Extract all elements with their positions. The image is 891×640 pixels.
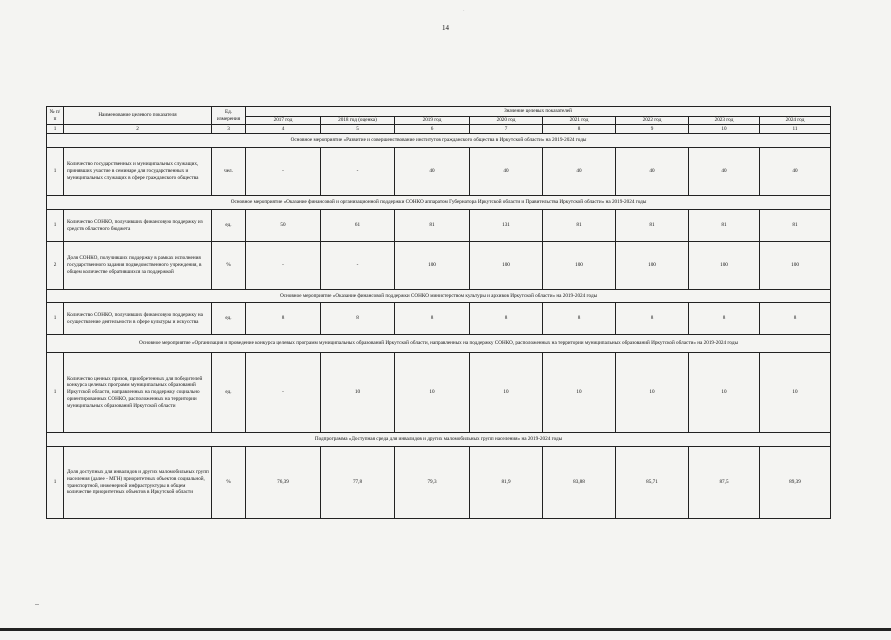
value-cell: 8 xyxy=(246,303,321,335)
value-cell: 10 xyxy=(321,353,395,433)
scan-mark: · xyxy=(463,9,465,14)
header-number: № п/п xyxy=(47,107,64,125)
column-index: 7 xyxy=(470,125,543,134)
column-index: 8 xyxy=(543,125,616,134)
unit-cell: чел. xyxy=(212,148,246,196)
column-index: 1 xyxy=(47,125,64,134)
column-index-row xyxy=(47,125,831,134)
row-number: 1 xyxy=(47,303,64,335)
scan-bottom-edge xyxy=(0,628,891,631)
value-cell: - xyxy=(246,353,321,433)
column-index: 5 xyxy=(321,125,395,134)
value-cell: - xyxy=(321,148,395,196)
row-number: 1 xyxy=(47,353,64,433)
page-number: 14 xyxy=(442,24,449,32)
value-cell: 8 xyxy=(689,303,760,335)
value-cell: - xyxy=(246,148,321,196)
value-cell: 100 xyxy=(689,242,760,290)
value-cell: 40 xyxy=(395,148,470,196)
value-cell: 131 xyxy=(470,210,543,242)
value-cell: 8 xyxy=(395,303,470,335)
unit-cell: ед. xyxy=(212,353,246,433)
value-cell: 100 xyxy=(760,242,831,290)
indicator-name: Количество СОНКО, получивших финансовую поддержку из средств областного бюджета xyxy=(64,210,212,242)
value-cell: 83,88 xyxy=(543,447,616,519)
unit-cell: ед. xyxy=(212,210,246,242)
table-row xyxy=(47,447,831,519)
row-number: 1 xyxy=(47,148,64,196)
header-values-title: Значение целевых показателей xyxy=(246,107,831,117)
value-cell: 8 xyxy=(543,303,616,335)
table-row xyxy=(47,353,831,433)
indicator-name: Количество СОНКО, получивших финансовую поддержку на осуществление деятельности в сфере культуры и искусства xyxy=(64,303,212,335)
value-cell: 40 xyxy=(616,148,689,196)
value-cell: 10 xyxy=(616,353,689,433)
section-title: Основное мероприятие «Оказание финансовой поддержки СОНКО министерством культуры и архивов Иркутской области» на 2019-2024 годы xyxy=(47,290,831,303)
indicators-table xyxy=(46,106,831,519)
section-title: Основное мероприятие «Организация и проведение конкурса целевых программ муниципальных образований Иркутской области, направленных на поддержку СОНКО, расположенных на территории муниципальных образований Иркутской области» на 2019-2024 годы xyxy=(47,335,831,353)
value-cell: 50 xyxy=(246,210,321,242)
header-year: 2020 год xyxy=(470,117,543,125)
value-cell: 100 xyxy=(543,242,616,290)
section-title: Подпрограмма «Доступная среда для инвалидов и других маломобильных групп населения» на 2019-2024 годы xyxy=(47,433,831,447)
header-year: 2019 год xyxy=(395,117,470,125)
value-cell: 81 xyxy=(395,210,470,242)
indicator-name: Количество ценных призов, приобретенных для победителей конкурса целевых программ муниципальных образований Иркутской области, направленных на поддержку социально ориентированных СОНКО, расположенных на территории муниципальных образований Иркутской области xyxy=(64,353,212,433)
value-cell: 8 xyxy=(470,303,543,335)
column-index: 4 xyxy=(246,125,321,134)
value-cell: 81 xyxy=(689,210,760,242)
unit-cell: % xyxy=(212,242,246,290)
table-row xyxy=(47,303,831,335)
indicator-name: Доля доступных для инвалидов и других маломобильных групп населения (далее - МГН) приоритетных объектов социальной, транспортной, инженерной инфраструктуры в общем количестве приоритетных объектов в Иркутской области xyxy=(64,447,212,519)
table-row xyxy=(47,242,831,290)
value-cell: 81 xyxy=(543,210,616,242)
value-cell: 89,39 xyxy=(760,447,831,519)
value-cell: 79,3 xyxy=(395,447,470,519)
value-cell: 81 xyxy=(616,210,689,242)
value-cell: 61 xyxy=(321,210,395,242)
row-number: 1 xyxy=(47,447,64,519)
value-cell: - xyxy=(246,242,321,290)
value-cell: 85,71 xyxy=(616,447,689,519)
section-title: Основное мероприятие «Развитие и совершенствование институтов гражданского общества в Иркутской области» на 2019-2024 годы xyxy=(47,134,831,148)
value-cell: 40 xyxy=(470,148,543,196)
header-year: 2024 год xyxy=(760,117,831,125)
column-index: 9 xyxy=(616,125,689,134)
value-cell: 8 xyxy=(760,303,831,335)
column-index: 10 xyxy=(689,125,760,134)
section-title: Основное мероприятие «Оказание финансовой и организационной поддержки СОНКО аппаратом Губернатора Иркутской области и Правительства Иркутской области» на 2019-2024 годы xyxy=(47,196,831,210)
value-cell: 100 xyxy=(616,242,689,290)
column-index: 3 xyxy=(212,125,246,134)
value-cell: 77,8 xyxy=(321,447,395,519)
unit-cell: % xyxy=(212,447,246,519)
value-cell: 100 xyxy=(395,242,470,290)
value-cell: 81,9 xyxy=(470,447,543,519)
scan-artifact xyxy=(35,604,39,605)
header-indicator-name: Наименование целевого показателя xyxy=(64,107,212,125)
column-index: 11 xyxy=(760,125,831,134)
value-cell: 81 xyxy=(760,210,831,242)
value-cell: 10 xyxy=(470,353,543,433)
unit-cell: ед. xyxy=(212,303,246,335)
indicator-name: Доля СОНКО, получивших поддержку в рамках исполнения государственного задания подведомственного учреждения, в общем количестве обратившихся за поддержкой xyxy=(64,242,212,290)
indicator-name: Количество государственных и муниципальных служащих, принявших участие в семинаре для государственных и муниципальных служащих в сфере гражданского общества xyxy=(64,148,212,196)
value-cell: 40 xyxy=(689,148,760,196)
row-number: 2 xyxy=(47,242,64,290)
header-year: 2022 год xyxy=(616,117,689,125)
value-cell: 10 xyxy=(760,353,831,433)
value-cell: 100 xyxy=(470,242,543,290)
value-cell: - xyxy=(321,242,395,290)
value-cell: 8 xyxy=(616,303,689,335)
header-year: 2023 год xyxy=(689,117,760,125)
value-cell: 10 xyxy=(395,353,470,433)
row-number: 1 xyxy=(47,210,64,242)
value-cell: 10 xyxy=(543,353,616,433)
column-index: 2 xyxy=(64,125,212,134)
value-cell: 76,39 xyxy=(246,447,321,519)
column-index: 6 xyxy=(395,125,470,134)
header-year: 2021 год xyxy=(543,117,616,125)
table-row xyxy=(47,210,831,242)
header-year: 2017 год xyxy=(246,117,321,125)
value-cell: 10 xyxy=(689,353,760,433)
table-row xyxy=(47,148,831,196)
value-cell: 40 xyxy=(760,148,831,196)
header-unit: Ед. измерения xyxy=(212,107,246,125)
value-cell: 8 xyxy=(321,303,395,335)
header-year: 2018 год (оценка) xyxy=(321,117,395,125)
value-cell: 40 xyxy=(543,148,616,196)
value-cell: 87,5 xyxy=(689,447,760,519)
